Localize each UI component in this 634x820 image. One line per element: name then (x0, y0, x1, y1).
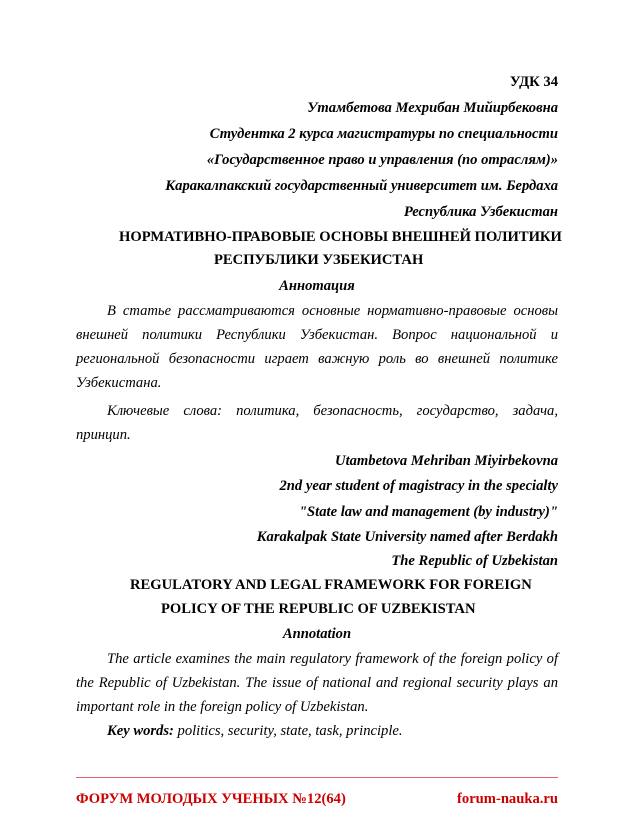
author-name-en: Utambetova Mehriban Miyirbekovna (335, 453, 558, 469)
author-specialty-en: "State law and management (by industry)" (298, 504, 558, 520)
article-title-ru-line2: РЕСПУБЛИКИ УЗБЕКИСТАН (214, 252, 424, 268)
author-position-ru: Студентка 2 курса магистратуры по специальности (209, 126, 558, 142)
footer-website-link[interactable]: forum-nauka.ru (457, 791, 558, 807)
article-title-en-line1: REGULATORY AND LEGAL FRAMEWORK FOR FOREIGN (130, 577, 532, 593)
keywords-ru: Ключевые слова: политика, безопасность, государство, задача, принцип. (76, 403, 558, 443)
author-university-en: Karakalpak State University named after Berdakh (256, 529, 558, 545)
annotation-heading-en: Annotation (282, 626, 352, 642)
article-title-en-line2: POLICY OF THE REPUBLIC OF UZBEKISTAN (161, 601, 476, 617)
author-specialty-ru: «Государственное право и управления (по отраслям)» (206, 152, 558, 168)
keywords-label-en: Key words: (107, 723, 174, 739)
author-name-ru: Утамбетова Мехрибан Мийирбековна (307, 100, 558, 116)
keywords-en (76, 719, 558, 743)
keywords-list-en: politics, security, state, task, principle. (173, 723, 403, 739)
author-country-en: The Republic of Uzbekistan (391, 553, 558, 569)
footer-divider (76, 777, 558, 778)
author-country-ru: Республика Узбекистан (403, 204, 558, 220)
author-university-ru: Каракалпакский государственный университет им. Бердаха (165, 178, 558, 194)
annotation-text-en: The article examines the main regulatory framework of the foreign policy of the Republic of Uzbekistan. The issue of national and regional security plays an important role in the foreign policy of Uzbekistan. (76, 651, 558, 715)
footer-journal-title: ФОРУМ МОЛОДЫХ УЧЕНЫХ №12(64) (76, 791, 346, 807)
annotation-text-ru: В статье рассматриваются основные нормативно-правовые основы внешней политики Республики Узбекистан. Вопрос национальной и региональной безопасности играет важную роль во внешней политике Узбекистана. (76, 303, 558, 391)
author-position-en: 2nd year student of magistracy in the specialty (279, 478, 558, 494)
annotation-heading-ru: Аннотация (279, 278, 355, 294)
article-title-ru-line1: НОРМАТИВНО-ПРАВОВЫЕ ОСНОВЫ ВНЕШНЕЙ ПОЛИТИКИ (119, 229, 562, 245)
udk-code: УДК 34 (509, 74, 558, 90)
